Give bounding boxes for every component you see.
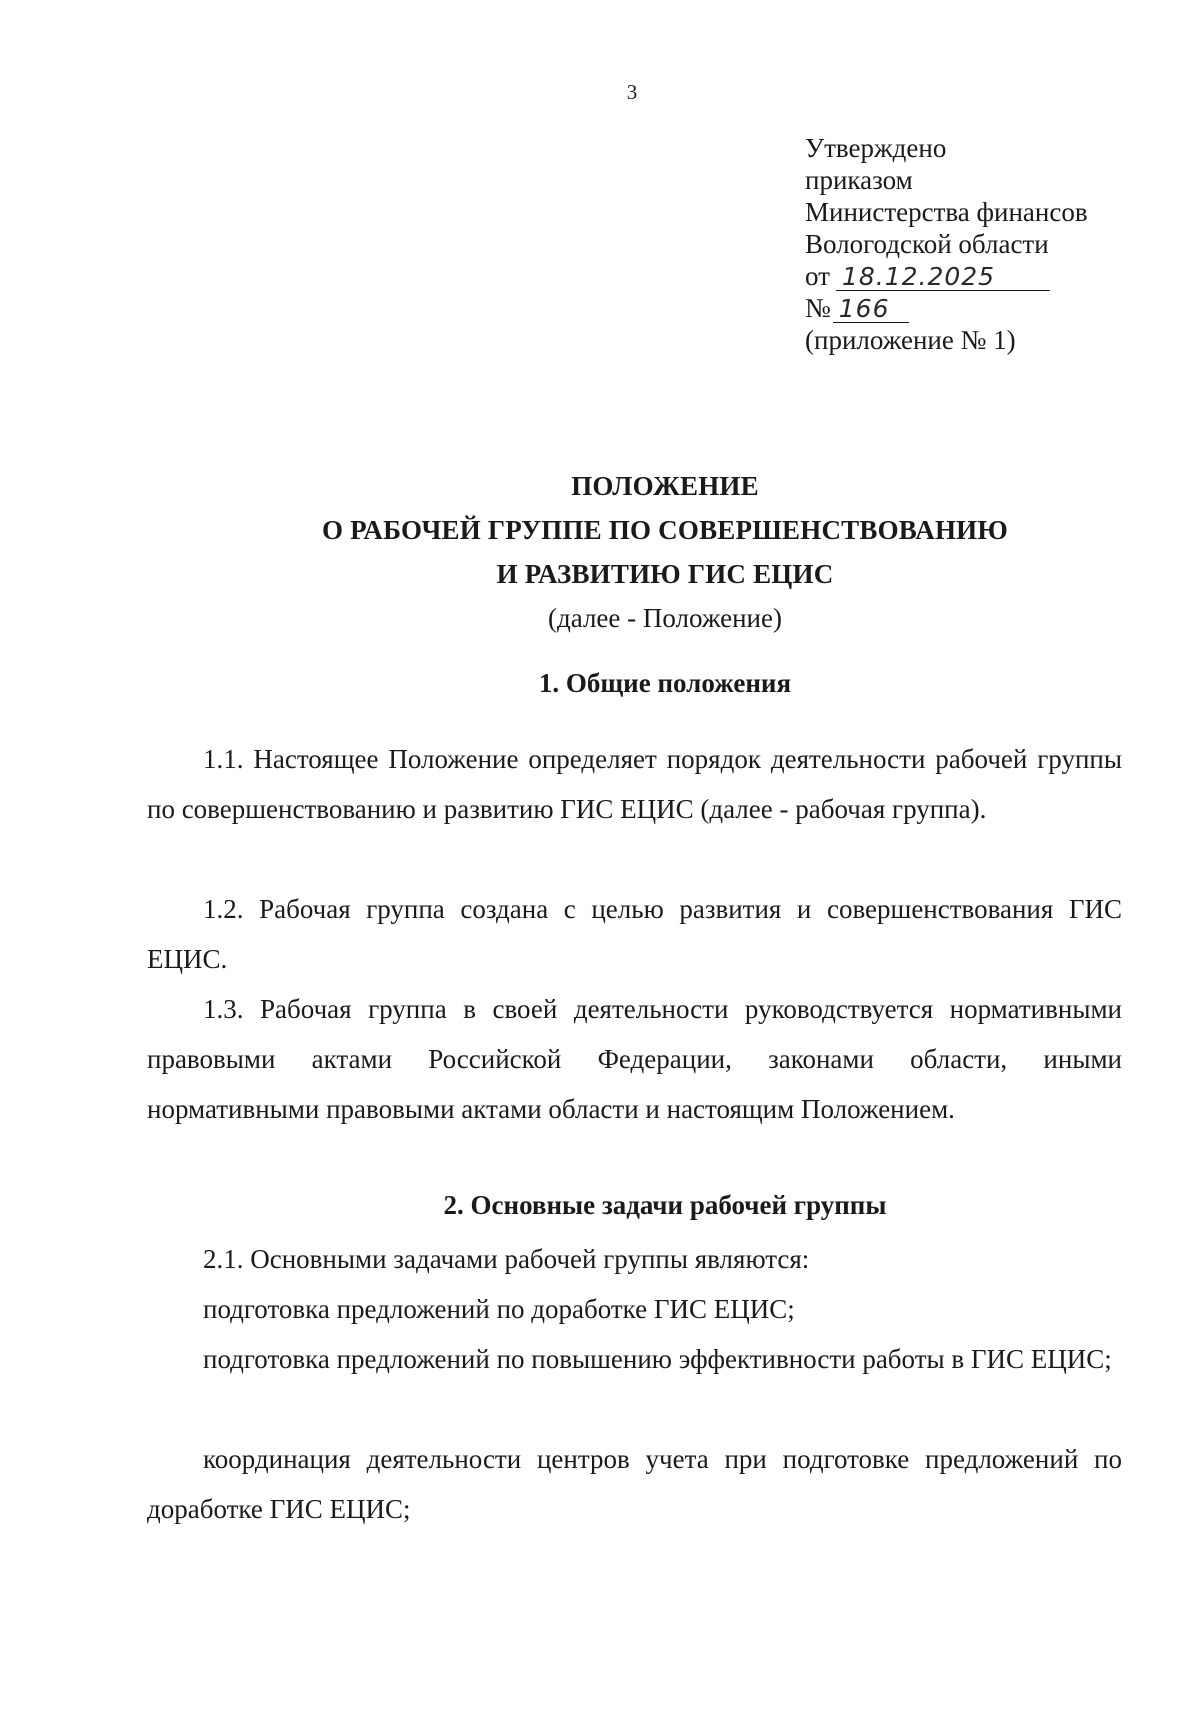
paragraph-1-2: 1.2. Рабочая группа создана с целью развития и совершенствования ГИС ЕЦИС.	[147, 894, 1122, 974]
task-item-1: подготовка предложений по доработке ГИС ЕЦИС;	[203, 1294, 795, 1324]
document-title-line-3: И РАЗВИТИЮ ГИС ЕЦИС	[496, 559, 834, 589]
approval-stamp-block	[805, 132, 1088, 356]
approval-date-handwritten: 18.12.2025	[841, 262, 996, 291]
approval-line-order: приказом	[805, 165, 913, 195]
approval-date-prefix: от	[805, 261, 830, 291]
approval-number-field	[833, 295, 909, 323]
approval-line-ministry: Министерства финансов	[805, 197, 1088, 227]
paragraph-1-1: 1.1. Настоящее Положение определяет порядок деятельности рабочей группы по совершенствованию и развитию ГИС ЕЦИС (далее - рабочая группа).	[147, 744, 1122, 824]
paragraph-1-3: 1.3. Рабочая группа в своей деятельности руководствуется нормативными правовыми актами Российской Федерации, законами области, иными нормативными правовыми актами области и настоящим Положением.	[147, 994, 1122, 1124]
document-subtitle: (далее - Положение)	[548, 603, 782, 633]
approval-line-approved: Утверждено	[805, 133, 947, 163]
approval-number-handwritten: 166	[838, 294, 890, 323]
document-title-block	[0, 464, 1200, 640]
approval-number-line	[805, 292, 1088, 324]
task-item-2: подготовка предложений по повышению эффективности работы в ГИС ЕЦИС;	[203, 1344, 1112, 1374]
document-title-line-2: О РАБОЧЕЙ ГРУППЕ ПО СОВЕРШЕНСТВОВАНИЮ	[322, 515, 1008, 545]
section-1-heading: 1. Общие положения	[538, 668, 792, 698]
approval-line-region: Вологодской области	[805, 229, 1049, 259]
paragraph-2-1: 2.1. Основными задачами рабочей группы являются:	[203, 1244, 810, 1274]
approval-date-field	[836, 263, 1050, 291]
document-title: ПОЛОЖЕНИЕ	[571, 471, 759, 501]
task-item-3: координация деятельности центров учета при подготовке предложений по доработке ГИС ЕЦИС;	[147, 1444, 1122, 1524]
approval-date-line	[805, 260, 1088, 292]
section-2-heading: 2. Основные задачи рабочей группы	[443, 1190, 887, 1220]
page-number: 3	[626, 80, 638, 104]
approval-number-prefix: №	[805, 293, 831, 323]
approval-appendix: (приложение № 1)	[805, 325, 1016, 355]
